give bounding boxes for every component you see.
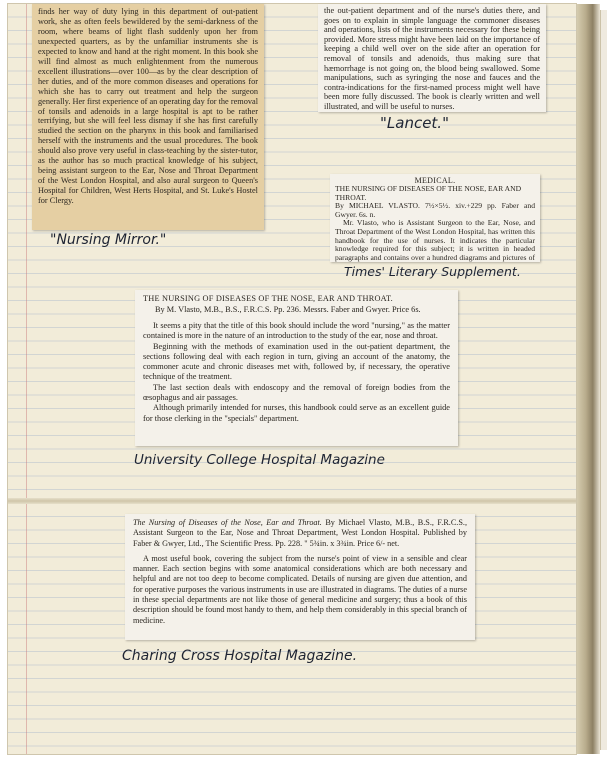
page-fold bbox=[8, 498, 576, 504]
lancet-text: the out-patient department and of the nurse's duties there, and goes on to explain in simple language the commoner diseases and operations, lists of the instruments necessary for these being provided. More stress might have been laid on the importance of keeping a child well over on the side after an operation for removal of tonsils and adenoids, thus making sure that hæmorrhage is not going on, the blood being swallowed. Some manipulations, such as syringing the nose and fauces and the contra-indications for the first-named process might well have been more fully discussed. The book is clearly written and well illustrated, and will be useful to nurses. bbox=[324, 6, 540, 111]
margin-line bbox=[26, 4, 27, 754]
charing-cross-title: The Nursing of Diseases of the Nose, Ear and Throat. bbox=[133, 518, 322, 527]
book-spine bbox=[576, 4, 600, 754]
charing-cross-byline: By Michael Vlasto, M.B., B.S., F.R.C.S., Assistant Surgeon to the Ear, Nose and Throat Department, West London Hospital. Published by Faber & Gwyer, Ltd., The Scientific Press. Pp. 228. " 5¾in. x 3¾in. Price 6/- net. bbox=[133, 518, 467, 548]
uch-paragraph: Beginning with the methods of examination used in the out-patient department, the sections following deal with each region in turn, giving an account of the anatomy, the commoner acute and chronic diseases met with, followed by, if necessary, the operative technique of the treatment. bbox=[143, 341, 450, 382]
charing-cross-caption: Charing Cross Hospital Magazine. bbox=[122, 648, 358, 664]
uch-title: THE NURSING OF DISEASES OF THE NOSE, EAR AND THROAT. bbox=[143, 294, 393, 303]
charing-cross-clipping bbox=[125, 514, 475, 640]
lancet-clipping bbox=[318, 4, 546, 112]
charing-cross-header bbox=[133, 518, 467, 549]
tls-clipping bbox=[330, 174, 540, 262]
uch-paragraph: It seems a pity that the title of this book should include the word "nursing," as the matter contained is more in the nature of an introduction to the study of the ear, nose and throat. bbox=[143, 321, 450, 341]
uch-clipping bbox=[135, 290, 458, 446]
uch-byline: By M. Vlasto, M.B., B.S., F.R.C.S. Pp. 236. Messrs. Faber and Gwyer. Price 6s. bbox=[155, 304, 421, 314]
nursing-mirror-caption: "Nursing Mirror." bbox=[50, 232, 167, 248]
uch-paragraph: Although primarily intended for nurses, this handbook could serve as an excellent guide for those clerking in the "specials" department. bbox=[143, 403, 450, 423]
tls-byline: By MICHAEL VLASTO. 7½×5½. xiv.+229 pp. Faber and Gwyer. 6s. n. bbox=[335, 201, 535, 219]
nursing-mirror-clipping bbox=[32, 4, 264, 230]
tls-caption: Times' Literary Supplement. bbox=[344, 264, 521, 279]
charing-cross-text: A most useful book, covering the subject from the nurse's point of view in a sensible and clear manner. Each section begins with some anatomical considerations which are both necessary and helpful and are not too deep to become complicated. Details of nursing are given due attention, and for operative purposes the various instruments in use are illustrated in diagrams. The duties of a nurse in these special departments are not like those of general medicine and surgery; thus a book of this description should be found most handy to them, and help them considerably in this special branch of medicine. bbox=[133, 553, 467, 625]
tls-text: Mr. Vlasto, who is Assistant Surgeon to the Ear, Nose, and Throat Department of the West London Hospital, has written this handbook for the use of nurses. It indicates the particular knowledge required for this subject; it is written in headed paragraphs and contains over a hundred diagrams and pictures of bbox=[335, 218, 535, 262]
uch-caption: University College Hospital Magazine bbox=[134, 452, 385, 468]
uch-body bbox=[143, 321, 450, 424]
lancet-caption: "Lancet." bbox=[380, 114, 449, 132]
tls-section: MEDICAL. bbox=[414, 176, 456, 185]
tls-title: THE NURSING OF DISEASES OF THE NOSE, EAR AND THROAT. bbox=[335, 184, 522, 202]
page-edge bbox=[600, 10, 607, 750]
uch-paragraph: The last section deals with endoscopy and the removal of foreign bodies from the œsophagus and air passages. bbox=[143, 382, 450, 403]
nursing-mirror-text: finds her way of duty lying in this department of out-patient work, she as often feels bewildered by the semi-darkness of the room, where beams of light flash suddenly upon her from unexpected quarters, as by the unfamiliar instruments she is expected to know and hand at the right moment. In this book she will find almost as much enlightenment from the numerous excellent illustrations—over 100—as by the clear description of her duties, and of the more common diseases and operations for which she has to carry out treatment and help the surgeon generally. Her first experience of an operating day for the removal of tonsils and adenoids in a large hospital is apt to be rather terrifying, but she will feel less dismay if she has first carefully studied the section on the pharynx in this book and familiarised herself with the instruments and the usual procedures. The book should also prove very useful in class-teaching by the sister-tutor, as the author has so much practical knowledge of his subject, being assistant surgeon to the Ear, Nose and Throat Department of the West London Hospital, and also aural surgeon to Queen's Hospital for Children, West Herts Hospital, and St. Luke's Hostel for Clergy. bbox=[38, 7, 258, 206]
